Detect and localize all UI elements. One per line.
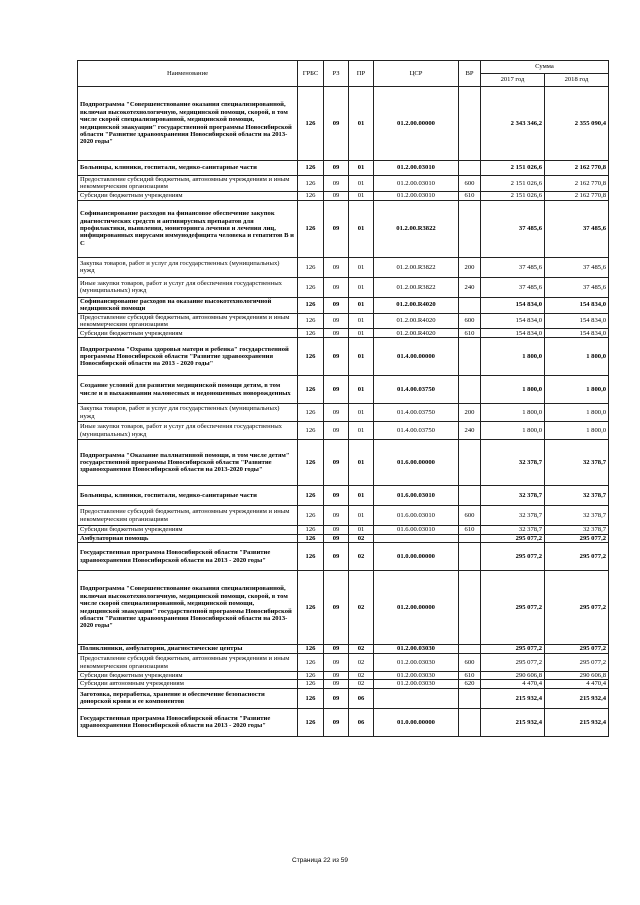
cell-grbs: 126 — [298, 440, 324, 486]
cell-grbs: 126 — [298, 338, 324, 376]
cell-csr: 01.2.00.00000 — [374, 571, 459, 645]
cell-sum-2017: 4 470,4 — [481, 680, 545, 688]
table-row — [78, 161, 609, 176]
cell-name: Софинансирование расходов на оказание высокотехнологичной медицинской помощи — [78, 297, 298, 313]
cell-vr: 610 — [459, 526, 481, 534]
cell-csr: 01.0.00.00000 — [374, 708, 459, 736]
cell-sum-2017: 154 834,0 — [481, 329, 545, 338]
cell-grbs: 126 — [298, 87, 324, 161]
cell-sum-2018: 2 162 770,8 — [545, 176, 609, 192]
header-name: Наименование — [78, 61, 298, 87]
cell-sum-2018: 32 378,7 — [545, 440, 609, 486]
cell-rz: 09 — [324, 680, 349, 688]
cell-sum-2017: 2 151 026,6 — [481, 176, 545, 192]
cell-sum-2018: 32 378,7 — [545, 506, 609, 526]
cell-rz: 09 — [324, 257, 349, 277]
cell-pr: 01 — [349, 376, 374, 404]
cell-rz: 09 — [324, 422, 349, 440]
table-row — [78, 176, 609, 192]
cell-csr: 01.4.00.03750 — [374, 422, 459, 440]
cell-csr: 01.0.00.00000 — [374, 543, 459, 571]
cell-vr: 620 — [459, 680, 481, 688]
cell-grbs: 126 — [298, 200, 324, 257]
cell-sum-2018: 295 077,2 — [545, 543, 609, 571]
table-row — [78, 376, 609, 404]
table-row — [78, 297, 609, 313]
cell-csr: 01.2.00.R4020 — [374, 329, 459, 338]
cell-rz: 09 — [324, 297, 349, 313]
cell-vr — [459, 440, 481, 486]
cell-csr: 01.4.00.03750 — [374, 404, 459, 422]
cell-sum-2017: 37 485,6 — [481, 277, 545, 297]
cell-name: Иные закупки товаров, работ и услуг для обеспечения государственных (муниципальных) нужд — [78, 277, 298, 297]
cell-sum-2018: 295 077,2 — [545, 654, 609, 672]
cell-sum-2017: 154 834,0 — [481, 297, 545, 313]
cell-sum-2017: 1 800,0 — [481, 422, 545, 440]
cell-sum-2018: 295 077,2 — [545, 645, 609, 654]
cell-pr: 02 — [349, 680, 374, 688]
cell-sum-2018: 154 834,0 — [545, 313, 609, 329]
cell-name: Государственная программа Новосибирской области "Развитие здравоохранения Новосибирской области на 2013 - 2020 годы" — [78, 708, 298, 736]
cell-grbs: 126 — [298, 708, 324, 736]
cell-vr: 200 — [459, 404, 481, 422]
cell-rz: 09 — [324, 506, 349, 526]
cell-rz: 09 — [324, 176, 349, 192]
cell-grbs: 126 — [298, 645, 324, 654]
cell-pr: 01 — [349, 87, 374, 161]
table-row — [78, 422, 609, 440]
cell-sum-2017: 32 378,7 — [481, 526, 545, 534]
table-row — [78, 257, 609, 277]
cell-name: Софинансирование расходов на финансовое обеспечение закупок диагностических средств и антивирусных препаратов для профилактики, выявления, мониторинга лечения и лечения лиц, инфицированных вирусами иммунодефицита человека и гепатитов В и С — [78, 200, 298, 257]
cell-vr: 610 — [459, 329, 481, 338]
cell-rz: 09 — [324, 571, 349, 645]
cell-name: Больницы, клиники, госпитали, медико-санитарные части — [78, 486, 298, 506]
cell-rz: 09 — [324, 526, 349, 534]
cell-rz: 09 — [324, 404, 349, 422]
cell-sum-2017: 295 077,2 — [481, 534, 545, 542]
cell-sum-2018: 1 800,0 — [545, 376, 609, 404]
cell-pr: 06 — [349, 708, 374, 736]
cell-grbs: 126 — [298, 680, 324, 688]
table-row — [78, 277, 609, 297]
cell-csr: 01.6.00.03010 — [374, 486, 459, 506]
cell-sum-2017: 290 606,8 — [481, 672, 545, 680]
cell-sum-2017: 295 077,2 — [481, 571, 545, 645]
cell-csr — [374, 534, 459, 542]
header-sum: Сумма — [481, 61, 609, 74]
cell-name: Больницы, клиники, госпитали, медико-санитарные части — [78, 161, 298, 176]
cell-rz: 09 — [324, 708, 349, 736]
cell-vr: 200 — [459, 257, 481, 277]
cell-sum-2018: 1 800,0 — [545, 338, 609, 376]
cell-sum-2017: 215 932,4 — [481, 708, 545, 736]
cell-sum-2018: 1 800,0 — [545, 404, 609, 422]
cell-grbs: 126 — [298, 277, 324, 297]
cell-rz: 09 — [324, 654, 349, 672]
cell-rz: 09 — [324, 672, 349, 680]
cell-sum-2017: 1 800,0 — [481, 404, 545, 422]
cell-csr: 01.2.00.R3822 — [374, 257, 459, 277]
cell-sum-2017: 32 378,7 — [481, 440, 545, 486]
cell-sum-2018: 32 378,7 — [545, 486, 609, 506]
cell-sum-2018: 290 606,8 — [545, 672, 609, 680]
cell-pr: 01 — [349, 297, 374, 313]
cell-grbs: 126 — [298, 422, 324, 440]
cell-rz: 09 — [324, 161, 349, 176]
cell-pr: 02 — [349, 645, 374, 654]
header-rz: РЗ — [324, 61, 349, 87]
cell-csr: 01.2.00.03010 — [374, 176, 459, 192]
cell-pr: 01 — [349, 486, 374, 506]
cell-name: Государственная программа Новосибирской области "Развитие здравоохранения Новосибирской области на 2013 - 2020 годы" — [78, 543, 298, 571]
cell-vr — [459, 708, 481, 736]
table-row — [78, 404, 609, 422]
cell-name: Предоставление субсидий бюджетным, автономным учреждениям и иным некоммерческим организациям — [78, 506, 298, 526]
cell-grbs: 126 — [298, 654, 324, 672]
table-row — [78, 313, 609, 329]
cell-sum-2018: 2 162 770,8 — [545, 191, 609, 200]
cell-csr: 01.6.00.00000 — [374, 440, 459, 486]
cell-name: Субсидии автономным учреждениям — [78, 680, 298, 688]
table-header — [78, 61, 609, 87]
cell-grbs: 126 — [298, 161, 324, 176]
cell-grbs: 126 — [298, 176, 324, 192]
cell-sum-2018: 154 834,0 — [545, 297, 609, 313]
cell-pr: 01 — [349, 506, 374, 526]
cell-vr: 600 — [459, 654, 481, 672]
cell-csr: 01.2.00.R3822 — [374, 200, 459, 257]
cell-pr: 01 — [349, 277, 374, 297]
cell-pr: 01 — [349, 313, 374, 329]
cell-vr — [459, 297, 481, 313]
header-vr: ВР — [459, 61, 481, 87]
cell-csr: 01.2.00.03030 — [374, 680, 459, 688]
cell-grbs: 126 — [298, 543, 324, 571]
cell-csr: 01.2.00.R4020 — [374, 297, 459, 313]
cell-sum-2018: 1 800,0 — [545, 422, 609, 440]
table-row — [78, 87, 609, 161]
cell-grbs: 126 — [298, 404, 324, 422]
cell-vr — [459, 571, 481, 645]
cell-pr: 01 — [349, 176, 374, 192]
cell-rz: 09 — [324, 277, 349, 297]
cell-name: Создание условий для развития медицинской помощи детям, в том числе и в выхаживании маловесных и недоношенных новорожденных — [78, 376, 298, 404]
cell-grbs: 126 — [298, 534, 324, 542]
cell-name: Подпрограмма "Совершенствование оказания специализированной, включая высокотехнологичную, медицинской помощи, скорой, в том числе скорой специализированной, медицинской помощи, медицинской эвакуации" государственной программы Новосибирской области "Развитие здравоохранения Новосибирской области на 2013-2020 годы" — [78, 87, 298, 161]
cell-pr: 01 — [349, 329, 374, 338]
header-pr: ПР — [349, 61, 374, 87]
cell-rz: 09 — [324, 376, 349, 404]
cell-pr: 01 — [349, 526, 374, 534]
table-row — [78, 543, 609, 571]
cell-grbs: 126 — [298, 329, 324, 338]
cell-grbs: 126 — [298, 672, 324, 680]
cell-sum-2017: 32 378,7 — [481, 506, 545, 526]
cell-grbs: 126 — [298, 191, 324, 200]
cell-pr: 02 — [349, 571, 374, 645]
cell-sum-2017: 295 077,2 — [481, 654, 545, 672]
cell-sum-2017: 215 932,4 — [481, 688, 545, 708]
cell-sum-2018: 154 834,0 — [545, 329, 609, 338]
cell-sum-2018: 2 355 090,4 — [545, 87, 609, 161]
cell-pr: 01 — [349, 191, 374, 200]
cell-pr: 01 — [349, 338, 374, 376]
cell-sum-2017: 1 800,0 — [481, 376, 545, 404]
cell-grbs: 126 — [298, 506, 324, 526]
cell-sum-2018: 2 162 770,8 — [545, 161, 609, 176]
cell-pr: 02 — [349, 654, 374, 672]
header-csr: ЦСР — [374, 61, 459, 87]
cell-csr: 01.2.00.00000 — [374, 87, 459, 161]
cell-name: Субсидии бюджетным учреждениям — [78, 672, 298, 680]
cell-name: Предоставление субсидий бюджетным, автономным учреждениям и иным некоммерческим организациям — [78, 176, 298, 192]
cell-vr — [459, 688, 481, 708]
cell-vr — [459, 200, 481, 257]
table-row — [78, 200, 609, 257]
cell-rz: 09 — [324, 338, 349, 376]
cell-csr — [374, 688, 459, 708]
cell-sum-2018: 4 470,4 — [545, 680, 609, 688]
cell-sum-2018: 215 932,4 — [545, 708, 609, 736]
cell-sum-2017: 2 151 026,6 — [481, 161, 545, 176]
cell-csr: 01.6.00.03010 — [374, 506, 459, 526]
cell-csr: 01.2.00.03010 — [374, 191, 459, 200]
cell-vr: 600 — [459, 313, 481, 329]
cell-pr: 01 — [349, 404, 374, 422]
cell-vr — [459, 543, 481, 571]
header-year-2018: 2018 год — [545, 74, 609, 87]
cell-pr: 01 — [349, 422, 374, 440]
cell-rz: 09 — [324, 486, 349, 506]
cell-rz: 09 — [324, 440, 349, 486]
table-row — [78, 571, 609, 645]
table-row — [78, 486, 609, 506]
cell-csr: 01.2.00.03030 — [374, 645, 459, 654]
cell-sum-2018: 295 077,2 — [545, 571, 609, 645]
cell-csr: 01.2.00.03030 — [374, 672, 459, 680]
cell-pr: 06 — [349, 688, 374, 708]
cell-name: Амбулаторная помощь — [78, 534, 298, 542]
cell-csr: 01.2.00.R3822 — [374, 277, 459, 297]
cell-name: Субсидии бюджетным учреждениям — [78, 526, 298, 534]
cell-csr: 01.2.00.R4020 — [374, 313, 459, 329]
cell-name: Субсидии бюджетным учреждениям — [78, 191, 298, 200]
cell-pr: 01 — [349, 200, 374, 257]
cell-vr — [459, 87, 481, 161]
cell-pr: 01 — [349, 440, 374, 486]
table-row — [78, 672, 609, 680]
cell-sum-2017: 32 378,7 — [481, 486, 545, 506]
cell-rz: 09 — [324, 87, 349, 161]
cell-rz: 09 — [324, 329, 349, 338]
cell-pr: 02 — [349, 534, 374, 542]
cell-name: Иные закупки товаров, работ и услуг для обеспечения государственных (муниципальных) нужд — [78, 422, 298, 440]
cell-sum-2018: 37 485,6 — [545, 200, 609, 257]
cell-grbs: 126 — [298, 297, 324, 313]
cell-sum-2017: 295 077,2 — [481, 543, 545, 571]
cell-name: Предоставление субсидий бюджетным, автономным учреждениям и иным некоммерческим организациям — [78, 313, 298, 329]
table-row — [78, 329, 609, 338]
cell-sum-2017: 154 834,0 — [481, 313, 545, 329]
cell-vr: 600 — [459, 506, 481, 526]
cell-csr: 01.2.00.03030 — [374, 654, 459, 672]
cell-vr — [459, 486, 481, 506]
cell-vr — [459, 645, 481, 654]
cell-rz: 09 — [324, 313, 349, 329]
cell-pr: 01 — [349, 161, 374, 176]
page-footer: Страница 22 из 59 — [292, 857, 348, 864]
cell-name: Субсидии бюджетным учреждениям — [78, 329, 298, 338]
cell-rz: 09 — [324, 534, 349, 542]
cell-vr — [459, 376, 481, 404]
cell-grbs: 126 — [298, 571, 324, 645]
table-row — [78, 645, 609, 654]
cell-name: Заготовка, переработка, хранение и обеспечение безопасности донорской крови и ее компонентов — [78, 688, 298, 708]
cell-pr: 02 — [349, 672, 374, 680]
cell-vr: 240 — [459, 277, 481, 297]
cell-name: Поликлиники, амбулатории, диагностические центры — [78, 645, 298, 654]
table-row — [78, 191, 609, 200]
cell-csr: 01.4.00.03750 — [374, 376, 459, 404]
cell-grbs: 126 — [298, 376, 324, 404]
cell-sum-2018: 295 077,2 — [545, 534, 609, 542]
table-row — [78, 680, 609, 688]
cell-rz: 09 — [324, 645, 349, 654]
table-row — [78, 534, 609, 542]
budget-table — [77, 60, 609, 737]
cell-csr: 01.6.00.03010 — [374, 526, 459, 534]
cell-grbs: 126 — [298, 313, 324, 329]
cell-vr: 600 — [459, 176, 481, 192]
cell-rz: 09 — [324, 200, 349, 257]
table-row — [78, 506, 609, 526]
cell-sum-2018: 32 378,7 — [545, 526, 609, 534]
cell-sum-2017: 2 343 346,2 — [481, 87, 545, 161]
cell-grbs: 126 — [298, 486, 324, 506]
cell-rz: 09 — [324, 191, 349, 200]
cell-csr: 01.4.00.00000 — [374, 338, 459, 376]
cell-vr: 240 — [459, 422, 481, 440]
cell-sum-2017: 1 800,0 — [481, 338, 545, 376]
cell-sum-2018: 215 932,4 — [545, 688, 609, 708]
cell-name: Предоставление субсидий бюджетным, автономным учреждениям и иным некоммерческим организациям — [78, 654, 298, 672]
header-grbs: ГРБС — [298, 61, 324, 87]
cell-vr: 610 — [459, 191, 481, 200]
cell-rz: 09 — [324, 543, 349, 571]
table-row — [78, 688, 609, 708]
cell-sum-2018: 37 485,6 — [545, 277, 609, 297]
cell-sum-2017: 2 151 026,6 — [481, 191, 545, 200]
table-row — [78, 440, 609, 486]
cell-rz: 09 — [324, 688, 349, 708]
cell-pr: 01 — [349, 257, 374, 277]
cell-name: Подпрограмма "Совершенствование оказания специализированной, включая высокотехнологичную, медицинской помощи, скорой, в том числе скорой специализированной, медицинской помощи, медицинской эвакуации" государственной программы Новосибирской области "Развитие здравоохранения Новосибирской области на 2013-2020 годы" — [78, 571, 298, 645]
cell-name: Закупка товаров, работ и услуг для государственных (муниципальных) нужд — [78, 257, 298, 277]
cell-name: Подпрограмма "Охрана здоровья матери и ребенка" государственной программы Новосибирской области "Развитие здравоохранения Новосибирской области на 2013 - 2020 годы" — [78, 338, 298, 376]
header-year-2017: 2017 год — [481, 74, 545, 87]
cell-pr: 02 — [349, 543, 374, 571]
cell-vr: 610 — [459, 672, 481, 680]
cell-csr: 01.2.00.03010 — [374, 161, 459, 176]
table-row — [78, 338, 609, 376]
table-row — [78, 526, 609, 534]
cell-sum-2017: 37 485,6 — [481, 257, 545, 277]
table-body — [78, 87, 609, 737]
cell-grbs: 126 — [298, 688, 324, 708]
cell-vr — [459, 534, 481, 542]
cell-vr — [459, 338, 481, 376]
cell-grbs: 126 — [298, 257, 324, 277]
cell-sum-2017: 37 485,6 — [481, 200, 545, 257]
cell-grbs: 126 — [298, 526, 324, 534]
cell-name: Подпрограмма "Оказание паллиативной помощи, в том числе детям" государственной программы Новосибирской области "Развитие здравоохранения Новосибирской области на 2013-2020 годы" — [78, 440, 298, 486]
table-row — [78, 654, 609, 672]
cell-name: Закупка товаров, работ и услуг для государственных (муниципальных) нужд — [78, 404, 298, 422]
cell-sum-2018: 37 485,6 — [545, 257, 609, 277]
cell-sum-2017: 295 077,2 — [481, 645, 545, 654]
cell-vr — [459, 161, 481, 176]
table-row — [78, 708, 609, 736]
